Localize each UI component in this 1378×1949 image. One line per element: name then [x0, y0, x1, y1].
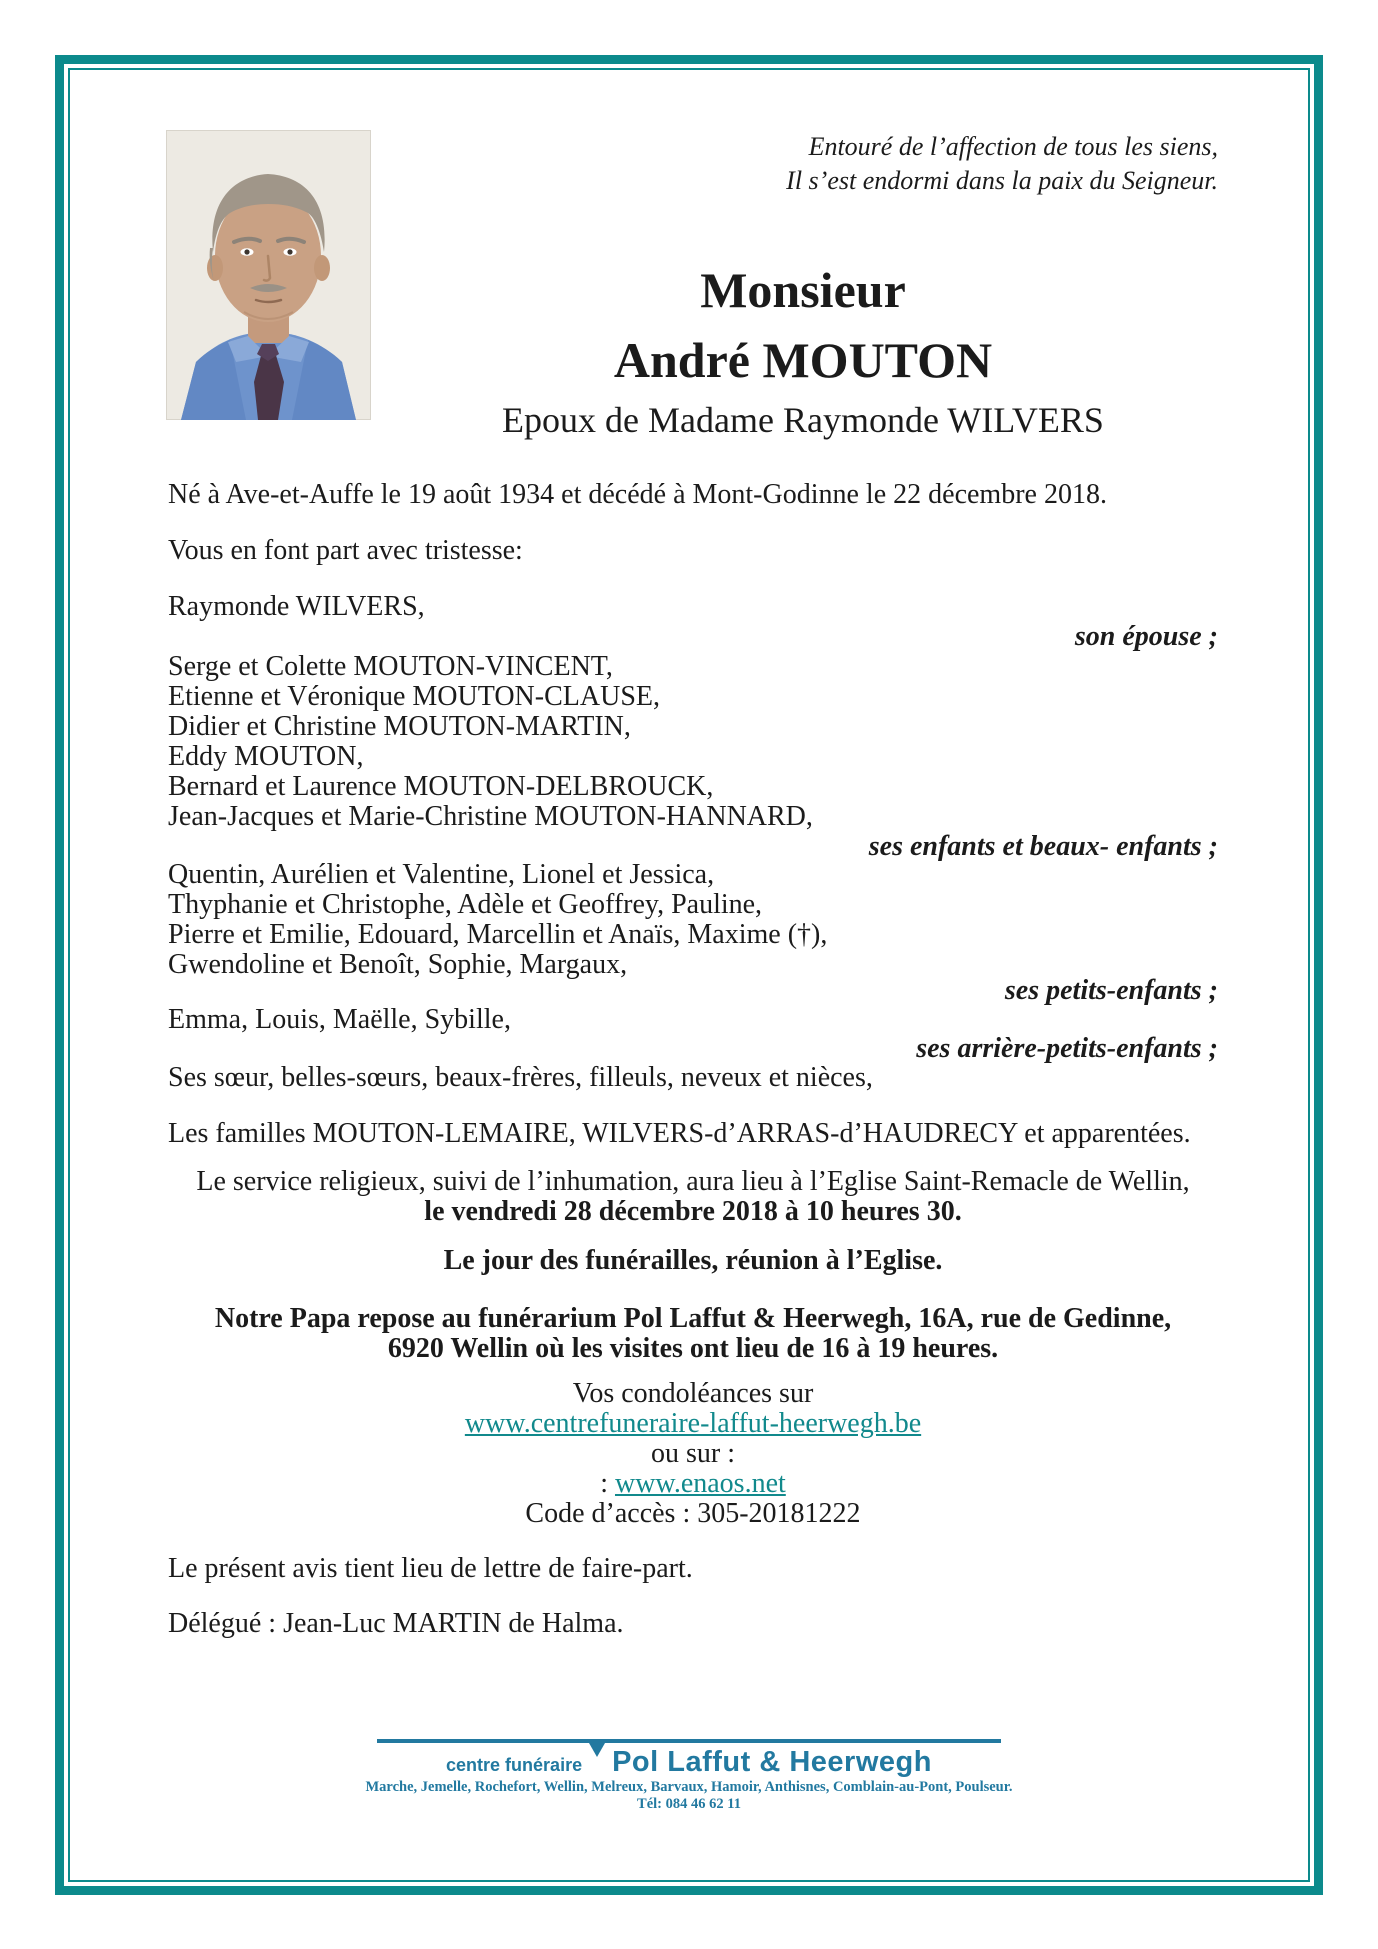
grandchildren-list — [168, 860, 1218, 980]
funeral-home-logo — [70, 1746, 1308, 1779]
families-line: Les familles MOUTON-LEMAIRE, WILVERS-d’ARRAS-d’HAUDRECY et apparentées. — [168, 1118, 1191, 1149]
spouse-name-line: Raymonde WILVERS, — [168, 591, 425, 622]
logo-triangle-icon — [589, 1743, 605, 1757]
children-line: Eddy MOUTON, — [168, 741, 364, 772]
children-line: Etienne et Véronique MOUTON-CLAUSE, — [168, 681, 660, 712]
children-list — [168, 652, 1218, 832]
condolences-or-line: ou sur : — [651, 1438, 735, 1469]
grandchildren-line: Quentin, Aurélien et Valentine, Lionel et Jessica, — [168, 859, 715, 890]
deceased-subtitle: Epoux de Madame Raymonde WILVERS — [502, 400, 1104, 440]
children-line: Bernard et Laurence MOUTON-DELBROUCK, — [168, 771, 714, 802]
faire-part-notice-line: Le présent avis tient lieu de lettre de faire-part. — [168, 1553, 693, 1584]
grandchildren-line: Pierre et Emilie, Edouard, Marcellin et Anaïs, Maxime (†), — [168, 919, 828, 950]
epigraph — [786, 130, 1218, 198]
siblings-line: Ses sœur, belles-sœurs, beaux-frères, filleuls, neveux et nièces, — [168, 1062, 873, 1093]
children-line: Didier et Christine MOUTON-MARTIN, — [168, 711, 631, 742]
footer-locations-line: Marche, Jemelle, Rochefort, Wellin, Melreux, Barvaux, Hamoir, Anthisnes, Comblain-au-Pont, Poulseur. — [365, 1779, 1013, 1795]
title-salutation: Monsieur — [700, 262, 906, 318]
condolences-link2-line — [168, 1469, 1218, 1499]
great-grandchildren-relation-label: ses arrière-petits-enfants ; — [916, 1033, 1218, 1064]
grandchildren-relation-label: ses petits-enfants ; — [1004, 975, 1218, 1006]
children-relation-label: ses enfants et beaux- enfants ; — [868, 831, 1218, 862]
birth-death-line: Né à Ave-et-Auffe le 19 août 1934 et décédé à Mont-Godinne le 22 décembre 2018. — [168, 479, 1107, 510]
grandchildren-line: Gwendoline et Benoît, Sophie, Margaux, — [168, 949, 628, 980]
enaos-website-link[interactable]: www.enaos.net — [614, 1468, 786, 1499]
repose-line-1: Notre Papa repose au funérarium Pol Laffut & Heerwegh, 16A, rue de Gedinne, — [214, 1303, 1172, 1334]
access-code-line: Code d’accès : 305-20181222 — [525, 1498, 861, 1529]
children-line: Jean-Jacques et Marie-Christine MOUTON-HANNARD, — [168, 801, 813, 832]
funeral-reunion-line: Le jour des funérailles, réunion à l’Eglise. — [443, 1245, 943, 1276]
grandchildren-line: Thyphanie et Christophe, Adèle et Geoffrey, Pauline, — [168, 889, 763, 920]
footer-phone-line: Tél: 084 46 62 11 — [637, 1796, 741, 1812]
epigraph-line-1: Entouré de l’affection de tous les siens, — [808, 132, 1218, 161]
great-grandchildren-line: Emma, Louis, Maëlle, Sybille, — [168, 1004, 511, 1035]
delegate-line: Délégué : Jean-Luc MARTIN de Halma. — [168, 1608, 624, 1639]
brand-name-label: Pol Laffut & Heerwegh — [612, 1746, 932, 1778]
footer-divider-line — [377, 1739, 1001, 1743]
repose-line-2: 6920 Wellin où les visites ont lieu de 16 à 19 heures. — [387, 1333, 999, 1364]
condolences-intro-line: Vos condoléances sur — [572, 1378, 814, 1409]
spouse-relation-label: son épouse ; — [1074, 621, 1218, 652]
link2-prefix: : — [600, 1468, 615, 1499]
children-line: Serge et Colette MOUTON-VINCENT, — [168, 651, 613, 682]
announcement-intro-line: Vous en font part avec tristesse: — [168, 535, 523, 566]
deceased-name: André MOUTON — [613, 332, 993, 388]
epigraph-line-2: Il s’est endormi dans la paix du Seigneur. — [786, 166, 1218, 195]
condolences-link1-line — [168, 1409, 1218, 1439]
page-content — [70, 70, 1308, 1880]
funeral-home-website-link[interactable]: www.centrefuneraire-laffut-heerwegh.be — [464, 1408, 922, 1439]
brand-prefix-label: centre funéraire — [446, 1755, 583, 1775]
service-line-1: Le service religieux, suivi de l’inhumation, aura lieu à l’Eglise Saint-Remacle de Wellin, — [196, 1166, 1190, 1197]
service-line-2: le vendredi 28 décembre 2018 à 10 heures 30. — [424, 1196, 962, 1227]
